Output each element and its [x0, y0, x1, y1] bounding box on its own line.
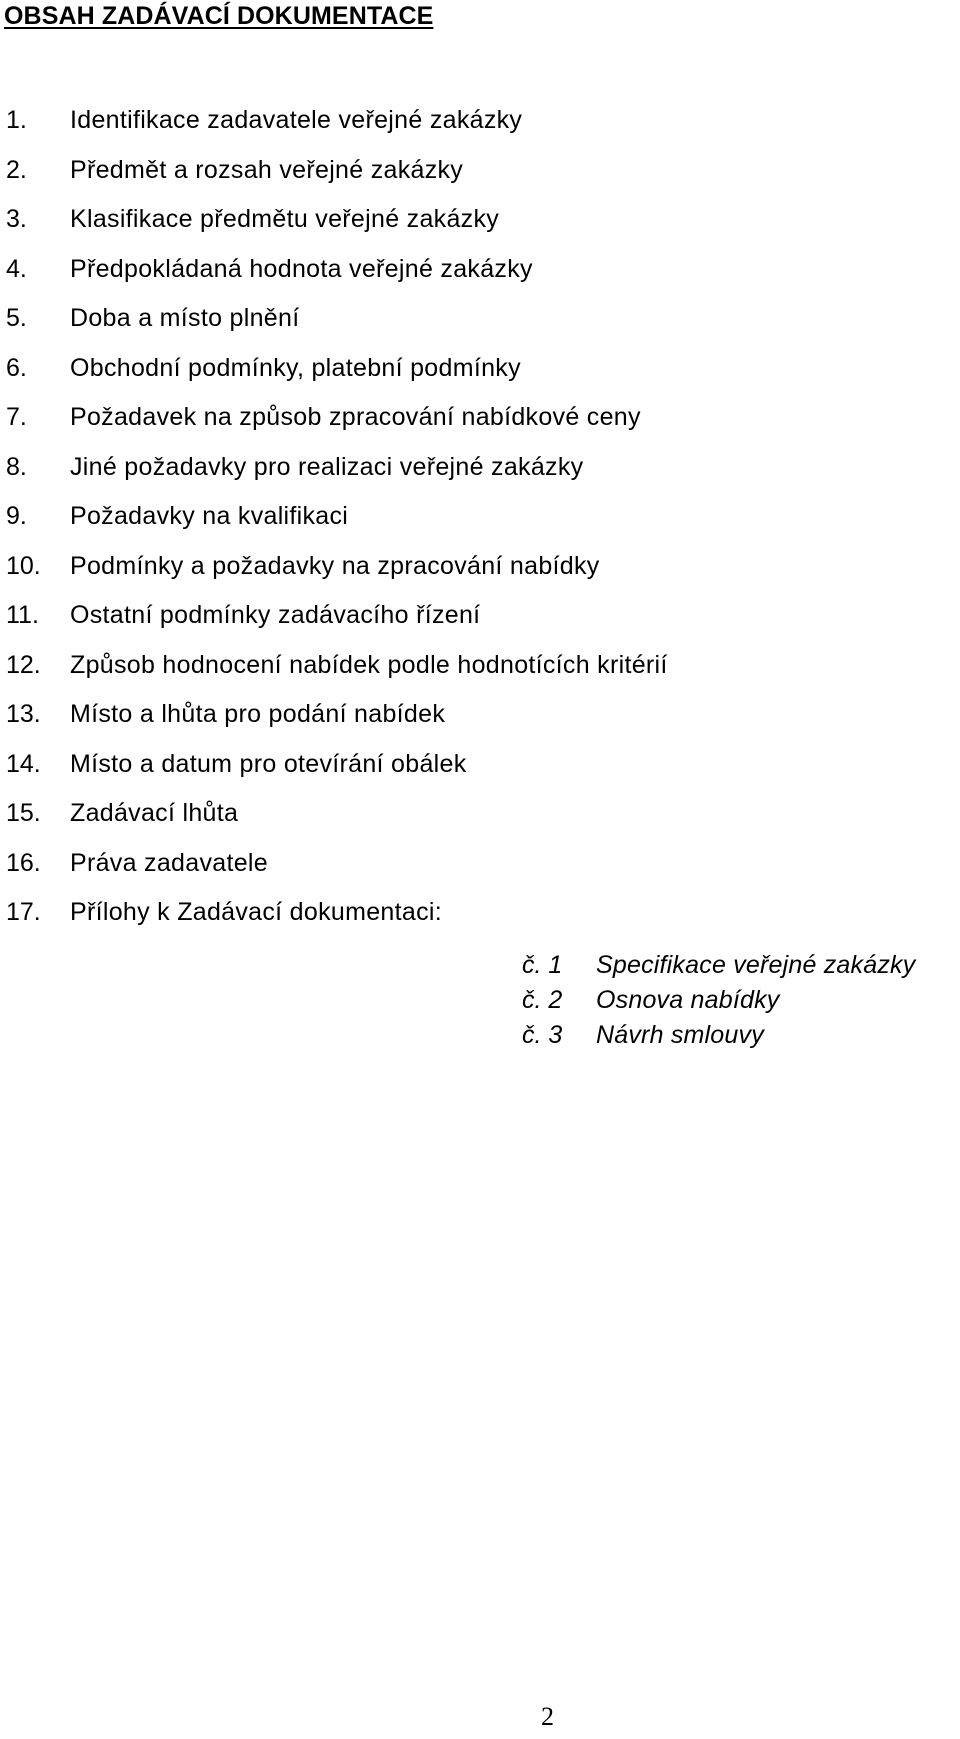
- toc-number: 8.: [6, 452, 27, 481]
- toc-item-14: [6, 740, 668, 790]
- toc-text: Způsob hodnocení nabídek podle hodnotících kritérií: [70, 650, 668, 679]
- toc-number: 3.: [6, 205, 27, 233]
- attachment-text: Osnova nabídky: [596, 986, 780, 1014]
- toc-item-2: [6, 146, 668, 196]
- toc-text: Podmínky a požadavky na zpracování nabídky: [70, 551, 600, 580]
- toc-item-13: [6, 690, 668, 740]
- toc-number: 16.: [6, 848, 41, 877]
- attachment-text: Návrh smlouvy: [596, 1021, 764, 1049]
- attachment-number: č. 3: [522, 1021, 563, 1049]
- toc-text: Předpokládaná hodnota veřejné zakázky: [70, 254, 533, 283]
- toc-item-1: [6, 96, 668, 146]
- toc-item-17: [6, 888, 668, 938]
- toc-text: Požadavek na způsob zpracování nabídkové ceny: [70, 403, 641, 431]
- toc-item-4: [6, 245, 668, 295]
- page-number: 2: [541, 1702, 554, 1731]
- toc-number: 5.: [6, 304, 27, 332]
- toc-text: Ostatní podmínky zadávacího řízení: [70, 601, 481, 629]
- page-title: OBSAH ZADÁVACÍ DOKUMENTACE: [4, 2, 434, 30]
- table-of-contents: [6, 96, 668, 938]
- toc-item-10: [6, 542, 668, 592]
- toc-text: Identifikace zadavatele veřejné zakázky: [70, 106, 523, 134]
- attachment-item-2: [522, 983, 915, 1018]
- attachment-number: č. 1: [522, 951, 563, 979]
- toc-number: 2.: [6, 155, 27, 184]
- toc-number: 15.: [6, 799, 41, 827]
- toc-number: 17.: [6, 898, 41, 926]
- toc-number: 6.: [6, 353, 27, 382]
- toc-text: Předmět a rozsah veřejné zakázky: [70, 155, 464, 184]
- toc-number: 12.: [6, 650, 41, 679]
- toc-item-7: [6, 393, 668, 443]
- toc-item-15: [6, 789, 668, 839]
- attachment-number: č. 2: [522, 986, 563, 1014]
- toc-text: Doba a místo plnění: [70, 304, 300, 332]
- attachment-text: Specifikace veřejné zakázky: [596, 951, 916, 979]
- toc-item-11: [6, 591, 668, 641]
- toc-text: Přílohy k Zadávací dokumentaci:: [70, 898, 442, 926]
- toc-number: 11.: [6, 601, 39, 629]
- toc-number: 7.: [6, 403, 27, 431]
- attachment-item-3: [522, 1018, 915, 1053]
- toc-text: Klasifikace předmětu veřejné zakázky: [70, 205, 500, 233]
- toc-text: Zadávací lhůta: [70, 799, 239, 827]
- toc-text: Místo a lhůta pro podání nabídek: [70, 700, 446, 728]
- toc-item-16: [6, 839, 668, 889]
- toc-item-3: [6, 195, 668, 245]
- toc-text: Práva zadavatele: [70, 848, 268, 877]
- toc-text: Místo a datum pro otevírání obálek: [70, 749, 467, 778]
- attachments-list: [522, 948, 915, 1053]
- toc-number: 10.: [6, 551, 41, 580]
- toc-text: Obchodní podmínky, platební podmínky: [70, 353, 521, 382]
- toc-item-12: [6, 641, 668, 691]
- attachment-item-1: [522, 948, 915, 983]
- toc-number: 9.: [6, 502, 27, 530]
- toc-number: 13.: [6, 700, 41, 728]
- toc-text: Jiné požadavky pro realizaci veřejné zakázky: [70, 452, 584, 481]
- toc-item-5: [6, 294, 668, 344]
- toc-number: 1.: [6, 106, 27, 134]
- toc-item-6: [6, 344, 668, 394]
- toc-item-9: [6, 492, 668, 542]
- toc-number: 14.: [6, 749, 41, 778]
- toc-number: 4.: [6, 254, 27, 283]
- toc-text: Požadavky na kvalifikaci: [70, 502, 349, 530]
- toc-item-8: [6, 443, 668, 493]
